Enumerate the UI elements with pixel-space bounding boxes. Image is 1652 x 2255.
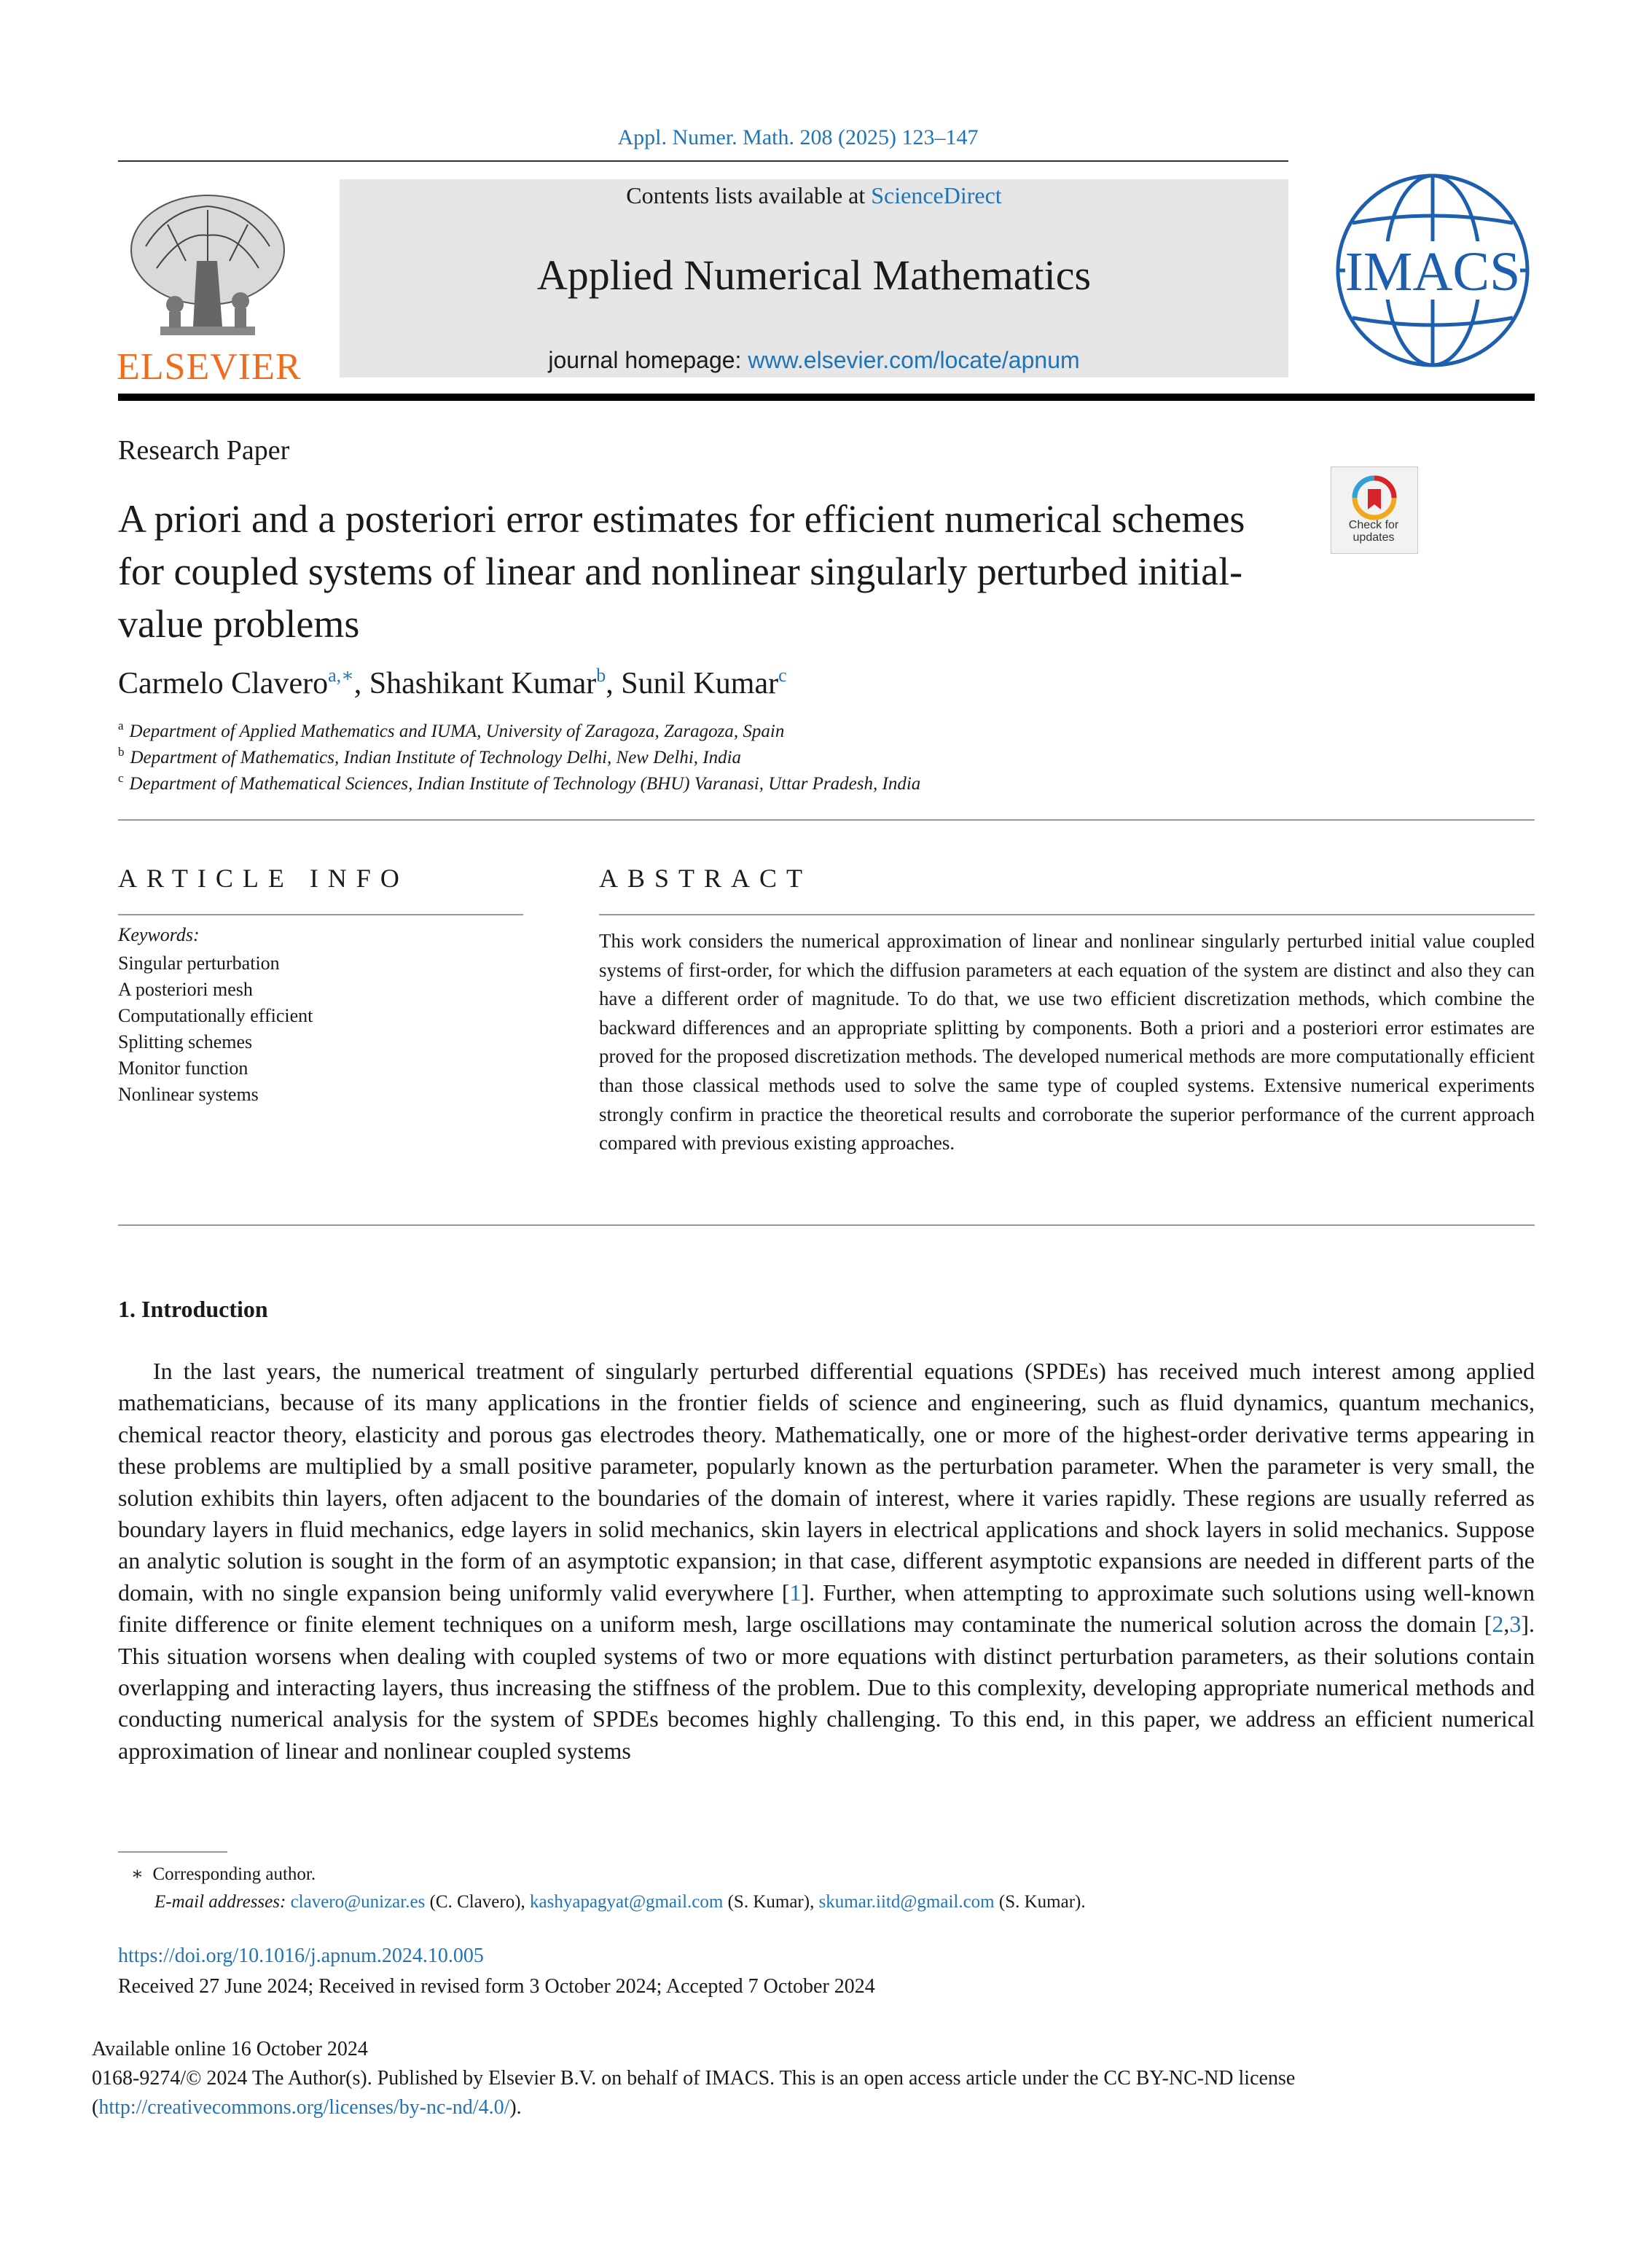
corresponding-author-note: [131, 1863, 316, 1885]
email-link[interactable]: clavero@unizar.es: [290, 1892, 426, 1912]
article-type: Research Paper: [118, 435, 290, 466]
affiliation: [118, 745, 741, 768]
citation-link[interactable]: 1: [789, 1579, 802, 1606]
keyword: Monitor function: [118, 1058, 248, 1079]
abstract-heading: ABSTRACT: [599, 864, 813, 893]
affiliation-text: Department of Mathematical Sciences, Indian Institute of Technology (BHU) Varanasi, Uttar Pradesh, India: [129, 774, 921, 794]
copyright-notice: 0168-9274/© 2024 The Author(s). Published by Elsevier B.V. on behalf of IMACS. This is an open access article under the CC BY-NC-ND license: [92, 2067, 1296, 2090]
email-owner: (C. Clavero),: [429, 1892, 525, 1912]
license-paren: (: [92, 2096, 99, 2119]
author-name: Shashikant Kumar: [369, 667, 597, 700]
elsevier-wordmark: ELSEVIER: [117, 346, 302, 388]
license-paren: ).: [509, 2096, 522, 2119]
author-affil-sup[interactable]: a,∗: [328, 665, 354, 686]
email-owner: (S. Kumar).: [998, 1892, 1086, 1912]
author-list: Carmelo Clavero$^{a,∗}$, Shashikant Kumar$^b$, Sunil Kumar$^c$: [118, 665, 787, 700]
affiliation-label: b: [118, 745, 125, 759]
divider: [118, 1224, 1535, 1226]
keyword: Nonlinear systems: [118, 1084, 259, 1105]
intro-text-part: In the last years, the numerical treatment of singularly perturbed differential equations (SPDEs) has received much interest among applied mathematicians, because of its many applications in the frontier fields of science and engineering, such as fluid dynamics, quantum mechanics, chemical reactor theory, elasticity and porous gas electrodes theory. Mathematically, one or more of the highest-order derivative terms appearing in these problems are multiplied by a small positive parameter, popularly known as the perturbation parameter. When the parameter is very small, the solution exhibits thin layers, often adjacent to the boundaries of the domain of interest, where it varies rapidly. These regions are usually referred as boundary layers in fluid mechanics, edge layers in solid mechanics, skin layers in electrical applications and shock layers in solid mechanics. Suppose an analytic solution is sought in the form of an asymptotic expansion; in that case, different asymptotic expansions are needed in different parts of the domain, with no single expansion being uniformly valid everywhere [: [118, 1358, 1535, 1606]
email-addresses: [154, 1892, 1086, 1912]
email-label: E-mail addresses:: [154, 1892, 286, 1912]
keyword: Singular perturbation: [118, 953, 280, 974]
author-affil-sup[interactable]: b: [596, 665, 606, 686]
homepage-line: [340, 347, 1288, 374]
affiliation-text: Department of Applied Mathematics and IUMA, University of Zaragoza, Zaragoza, Spain: [129, 722, 785, 741]
keywords-label: Keywords:: [118, 924, 200, 945]
article-info-rule: [118, 914, 523, 915]
affiliation: [118, 771, 920, 794]
affiliation-label: c: [118, 771, 124, 785]
license-line: [92, 2096, 522, 2119]
homepage-link[interactable]: www.elsevier.com/locate/apnum: [748, 347, 1080, 373]
article-title: A priori and a posteriori error estimates for efficient numerical schemes for coupled systems of linear and nonlinear singularly perturbed initial-value problems: [118, 497, 1245, 646]
top-divider: [118, 160, 1288, 162]
contents-line: [340, 182, 1288, 209]
doi-link[interactable]: https://doi.org/10.1016/j.apnum.2024.10.005: [118, 1945, 484, 1967]
header-thick-rule: [118, 394, 1535, 401]
keywords-list: [118, 950, 313, 1108]
introduction-paragraph: [118, 1356, 1535, 1767]
citation-separator: ,: [1503, 1611, 1510, 1638]
received-dates: Received 27 June 2024; Received in revised form 3 October 2024; Accepted 7 October 2024: [118, 1975, 875, 1998]
abstract-rule: [599, 914, 1535, 915]
sciencedirect-link[interactable]: ScienceDirect: [871, 182, 1002, 208]
abstract-body: This work considers the numerical approximation of linear and nonlinear singularly perturbed initial value coupled systems of first-order, for which the diffusion parameters at each equation of the system are distinct and also they can have a different order of magnitude. To do that, we use two efficient discretization methods, which combine the backward differences and an appropriate splitting by components. Both a priori and a posteriori error estimates are proved for the proposed discretization methods. The developed numerical methods are more computationally efficient than those classical methods used to solve the same type of coupled systems. Extensive numerical experiments strongly confirm in practice the theoretical results and corroborate the superior performance of the current approach compared with previous existing approaches.: [599, 930, 1535, 1154]
corresponding-text: Corresponding author.: [152, 1864, 316, 1884]
author-affil-sup[interactable]: c: [778, 665, 787, 686]
keyword: Splitting schemes: [118, 1031, 253, 1052]
citation-link[interactable]: 3: [1509, 1611, 1522, 1638]
contents-prefix: Contents lists available at: [626, 182, 872, 208]
divider: [118, 819, 1535, 821]
citation-link[interactable]: 2: [1492, 1611, 1504, 1638]
homepage-prefix: journal homepage:: [548, 347, 748, 373]
author-name: Carmelo Clavero: [118, 667, 329, 700]
article-info-heading: ARTICLE INFO: [118, 864, 409, 893]
footnote-rule: [118, 1851, 227, 1853]
imacs-globe-logo: [1331, 165, 1535, 376]
author-name: Sunil Kumar: [621, 667, 779, 700]
email-owner: (S. Kumar),: [727, 1892, 815, 1912]
keyword: Computationally efficient: [118, 1005, 313, 1026]
affiliation-label: a: [118, 719, 124, 732]
journal-citation[interactable]: Appl. Numer. Math. 208 (2025) 123–147: [617, 125, 979, 149]
section-heading-introduction: 1. Introduction: [118, 1296, 268, 1322]
journal-title: Applied Numerical Mathematics: [536, 251, 1092, 299]
keyword: A posteriori mesh: [118, 979, 253, 1000]
email-link[interactable]: kashyapagyat@gmail.com: [530, 1892, 724, 1912]
intro-text-part: ]. Further, when attempting to approximate such solutions using well-known finite difference or finite element techniques on a uniform mesh, large oscillations may contaminate the numerical solution across the domain [: [118, 1579, 1535, 1638]
affiliation: [118, 719, 784, 742]
crossmark-label: Check for updates: [1348, 519, 1399, 544]
available-online: Available online 16 October 2024: [92, 2038, 368, 2060]
imacs-logo-text: IMACS: [1344, 241, 1521, 302]
email-link[interactable]: skumar.iitd@gmail.com: [818, 1892, 995, 1912]
footnote-star: ∗: [131, 1864, 144, 1884]
intro-text-part: ]. This situation worsens when dealing with coupled systems of two or more equations with distinct perturbation parameters, as their solutions contain overlapping and interacting layers, thus increasing the stiffness of the problem. Due to this complexity, developing appropriate numerical methods and conducting numerical analysis for the system of SPDEs becomes highly challenging. To this end, in this paper, we address an efficient numerical approximation of linear and nonlinear coupled systems: [118, 1611, 1535, 1764]
license-link[interactable]: http://creativecommons.org/licenses/by-nc-nd/4.0/: [98, 2096, 510, 2119]
affiliation-text: Department of Mathematics, Indian Institute of Technology Delhi, New Delhi, India: [130, 748, 742, 767]
